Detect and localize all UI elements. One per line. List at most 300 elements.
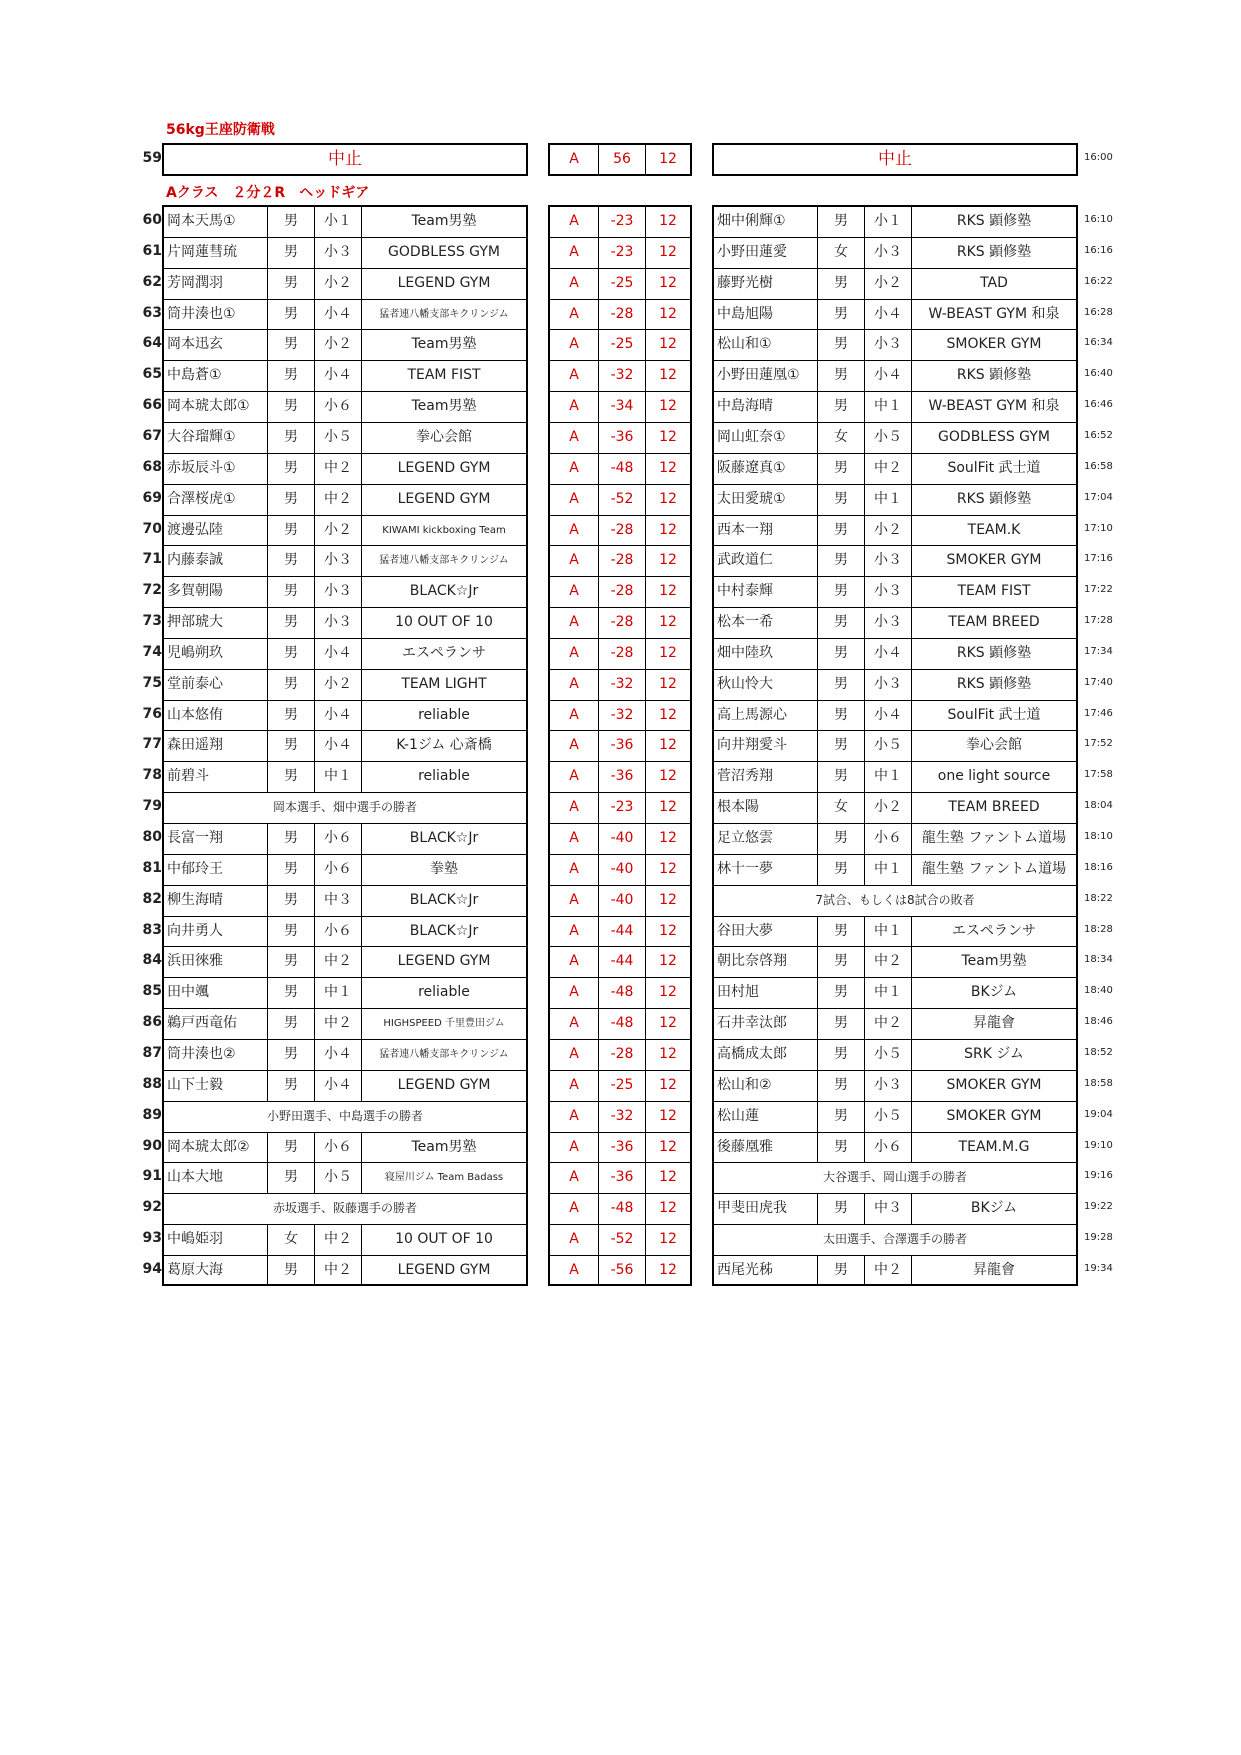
bout-number: 81: [142, 859, 162, 876]
fighter-sex: 男: [267, 1256, 314, 1286]
bout-time: 18:58: [1084, 1077, 1113, 1089]
bout-number: 92: [142, 1199, 162, 1216]
table-row: [164, 576, 526, 607]
table-row: [550, 669, 690, 700]
fighter-gym: Team男塾: [361, 207, 526, 238]
table-row: [164, 515, 526, 546]
bout-weight: -23: [598, 238, 645, 268]
fighter-name: 中島海晴: [717, 398, 773, 415]
table-row: [714, 1008, 1076, 1039]
fighter-grade: 中２: [314, 454, 361, 484]
fighter-grade: 小６: [314, 392, 361, 422]
table-row: [714, 453, 1076, 484]
fighter-name: 岡本天馬①: [167, 213, 236, 229]
fighter-grade: 小５: [314, 423, 361, 453]
fighter-gym: 猛者連八幡支部キクリンジム: [361, 1040, 526, 1070]
table-row: [550, 761, 690, 792]
bout-class: A: [569, 583, 579, 600]
table-row: [714, 329, 1076, 360]
bout-time: 17:10: [1084, 522, 1113, 534]
table-row: [714, 792, 1076, 823]
fighter-gym: 昇龍會: [911, 1009, 1076, 1039]
fighter-grade: 小２: [314, 670, 361, 700]
left-fighter-table: [162, 205, 528, 1286]
bout-number: 78: [142, 767, 162, 784]
bout-class: A: [569, 799, 579, 816]
fighter-grade: 小３: [864, 670, 911, 700]
fighter-name: 葛原大海: [167, 1261, 223, 1278]
bout-age: 12: [645, 886, 690, 916]
table-row: [714, 977, 1076, 1008]
bout-age: 12: [645, 485, 690, 515]
fighter-grade: 中２: [314, 1256, 361, 1286]
bout-time: 17:16: [1084, 553, 1113, 565]
bout-age: 12: [645, 947, 690, 977]
winner-note: 7試合、もしくは8試合の敗者: [815, 892, 975, 907]
fighter-gym: GODBLESS GYM: [911, 423, 1076, 453]
fighter-gym: 10 OUT OF 10: [361, 1225, 526, 1255]
bout-weight: -28: [598, 300, 645, 330]
bout-class: A: [569, 1231, 579, 1248]
bout-time: 19:16: [1084, 1170, 1113, 1182]
fighter-gym: SMOKER GYM: [911, 1071, 1076, 1101]
fighter-sex: 男: [267, 978, 314, 1008]
fighter-sex: 男: [817, 361, 864, 391]
fighter-gym: GODBLESS GYM: [361, 238, 526, 268]
table-row: [164, 453, 526, 484]
fighter-grade: 小３: [864, 1071, 911, 1101]
fighter-sex: 男: [267, 1133, 314, 1163]
title-bout-class: A: [569, 151, 579, 167]
bout-age: 12: [645, 238, 690, 268]
bout-number: 85: [142, 983, 162, 1000]
table-row: [714, 638, 1076, 669]
fighter-gym: Team男塾: [361, 392, 526, 422]
fighter-gym: W-BEAST GYM 和泉: [911, 392, 1076, 422]
bout-time: 19:34: [1084, 1262, 1113, 1274]
fighter-grade: 中２: [314, 1009, 361, 1039]
fighter-grade: 小３: [864, 330, 911, 360]
fighter-gym: reliable: [361, 701, 526, 731]
bout-age: 12: [645, 454, 690, 484]
bout-weight: -48: [598, 1194, 645, 1224]
fighter-name: 向井翔愛斗: [717, 737, 787, 754]
bout-time: 16:46: [1084, 399, 1113, 411]
fighter-grade: 小１: [314, 207, 361, 238]
fighter-grade: 中２: [864, 1256, 911, 1286]
fighter-name: 田中颯: [167, 984, 209, 1001]
fighter-gym: TEAM FIST: [361, 361, 526, 391]
bout-class: A: [569, 860, 579, 877]
title-bout-time: 16:00: [1084, 152, 1113, 163]
fighter-sex: 男: [817, 516, 864, 546]
bout-age: 12: [645, 608, 690, 638]
fighter-gym: TEAM LIGHT: [361, 670, 526, 700]
title-bout-weight: 56: [598, 145, 645, 174]
table-row: [714, 576, 1076, 607]
fighter-name: 朝比奈啓翔: [717, 953, 787, 970]
fighter-sex: 男: [817, 1040, 864, 1070]
fighter-gym: エスペランサ: [361, 639, 526, 669]
fighter-gym: エスペランサ: [911, 917, 1076, 947]
table-row: [550, 885, 690, 916]
fighter-grade: 中１: [864, 485, 911, 515]
fighter-grade: 小２: [314, 330, 361, 360]
fighter-sex: 男: [267, 1071, 314, 1101]
fighter-grade: 中３: [864, 1194, 911, 1224]
bout-time: 17:28: [1084, 615, 1113, 627]
bout-time: 18:52: [1084, 1046, 1113, 1058]
fighter-name: 堂前泰心: [167, 675, 223, 692]
table-row: [714, 391, 1076, 422]
fighter-gym: Team男塾: [911, 947, 1076, 977]
bout-class: A: [569, 768, 579, 785]
fighter-name: 合澤桜虎①: [167, 490, 236, 507]
bout-weight: -25: [598, 1071, 645, 1101]
bout-number: 89: [142, 1106, 162, 1123]
fighter-name: 中嶋姫羽: [167, 1231, 223, 1248]
fighter-name: 浜田徠雅: [167, 953, 223, 970]
bout-class: A: [569, 305, 579, 322]
fighter-grade: 小２: [314, 516, 361, 546]
bout-age: 12: [645, 300, 690, 330]
fighter-sex: 男: [267, 639, 314, 669]
fighter-sex: 女: [817, 423, 864, 453]
table-row: [550, 1101, 690, 1132]
bout-number: 66: [142, 397, 162, 414]
winner-note: 太田選手、合澤選手の勝者: [822, 1232, 967, 1247]
bout-age: 12: [645, 423, 690, 453]
fighter-name: 山下士毅: [167, 1076, 223, 1093]
bout-weight: -56: [598, 1256, 645, 1286]
fighter-grade: 小３: [314, 238, 361, 268]
bout-weight: -52: [598, 485, 645, 515]
bout-time: 19:22: [1084, 1201, 1113, 1213]
fighter-gym: 寝屋川ジム Team Badass: [361, 1163, 526, 1193]
fighter-grade: 中２: [314, 485, 361, 515]
bout-time: 18:22: [1084, 892, 1113, 904]
fighter-gym: 猛者連八幡支部キクリンジム: [361, 300, 526, 330]
fighter-name: 林十一夢: [717, 860, 773, 877]
fighter-name: 松山和②: [717, 1076, 772, 1093]
table-row: [164, 1101, 526, 1132]
fighter-grade: 小４: [314, 1040, 361, 1070]
fighter-gym: TEAM.M.G: [911, 1133, 1076, 1163]
fighter-name: 小野田蓮凰①: [717, 367, 800, 384]
fighter-gym: BKジム: [911, 1194, 1076, 1224]
bout-age: 12: [645, 701, 690, 731]
fighter-gym: 猛者連八幡支部キクリンジム: [361, 546, 526, 576]
bout-class: A: [569, 398, 579, 415]
fighter-sex: 男: [267, 608, 314, 638]
table-row: [550, 730, 690, 761]
bout-weight: -32: [598, 701, 645, 731]
title-bout-right-box: [712, 143, 1078, 176]
fighter-gym: LEGEND GYM: [361, 1071, 526, 1101]
bout-time: 18:40: [1084, 985, 1113, 997]
fighter-name: 森田遥翔: [167, 737, 223, 754]
fighter-sex: 男: [817, 731, 864, 761]
fighter-grade: 中２: [864, 947, 911, 977]
fighter-gym: W-BEAST GYM 和泉: [911, 300, 1076, 330]
table-row: [550, 1008, 690, 1039]
table-row: [550, 1255, 690, 1286]
fighter-sex: 男: [267, 762, 314, 792]
fighter-gym: HIGHSPEED 千里豊田ジム: [361, 1009, 526, 1039]
bout-weight: -28: [598, 608, 645, 638]
fighter-gym: TEAM FIST: [911, 577, 1076, 607]
bout-weight: -48: [598, 1009, 645, 1039]
table-row: [714, 268, 1076, 299]
table-row: [164, 792, 526, 823]
fighter-gym: SMOKER GYM: [911, 1102, 1076, 1132]
fighter-name: 前碧斗: [167, 768, 209, 785]
fighter-gym: RKS 顕修塾: [911, 361, 1076, 391]
bout-age: 12: [645, 855, 690, 885]
fighter-name: 石井幸汰郎: [717, 1015, 787, 1032]
winner-note: 小野田選手、中島選手の勝者: [266, 1108, 423, 1123]
bout-class: A: [569, 1107, 579, 1124]
fighter-sex: 男: [817, 1194, 864, 1224]
fighter-name: 内藤泰誠: [167, 552, 223, 569]
fighter-sex: 男: [267, 855, 314, 885]
bout-weight: -36: [598, 731, 645, 761]
table-row: [164, 700, 526, 731]
bout-time: 17:46: [1084, 707, 1113, 719]
bout-time: 17:34: [1084, 645, 1113, 657]
fighter-name: 小野田蓮愛: [717, 243, 787, 260]
table-row: [164, 1162, 526, 1193]
fighter-grade: 中３: [314, 886, 361, 916]
bout-weight: -40: [598, 855, 645, 885]
bout-time: 18:28: [1084, 923, 1113, 935]
table-row: [550, 299, 690, 330]
table-row: [550, 1039, 690, 1070]
fighter-grade: 小５: [864, 1040, 911, 1070]
table-row: [164, 977, 526, 1008]
table-row: [714, 916, 1076, 947]
table-row: [714, 237, 1076, 268]
table-row: [550, 1224, 690, 1255]
fighter-grade: 小５: [864, 731, 911, 761]
fighter-name: 中郁玲王: [167, 860, 223, 877]
bout-time: 16:34: [1084, 337, 1113, 349]
fighter-sex: 男: [267, 392, 314, 422]
fighter-gym: TEAM BREED: [911, 793, 1076, 823]
table-row: [164, 638, 526, 669]
fighter-name: 太田愛琥①: [717, 490, 786, 507]
table-row: [550, 360, 690, 391]
table-row: [164, 1224, 526, 1255]
bout-class: A: [569, 830, 579, 846]
fighter-sex: 男: [267, 947, 314, 977]
fighter-grade: 小４: [314, 731, 361, 761]
fighter-gym: 拳心会館: [361, 423, 526, 453]
bout-number: 68: [142, 458, 162, 475]
bout-weight: -32: [598, 670, 645, 700]
bout-time: 16:28: [1084, 306, 1113, 318]
fighter-sex: 男: [267, 423, 314, 453]
bout-class: A: [569, 243, 579, 260]
fighter-grade: 中１: [864, 917, 911, 947]
bout-number: 65: [142, 366, 162, 383]
table-row: [164, 1255, 526, 1286]
table-row: [714, 730, 1076, 761]
bout-class: A: [569, 1045, 579, 1062]
fighter-grade: 小３: [314, 546, 361, 576]
table-row: [550, 1132, 690, 1163]
bout-number: 94: [142, 1260, 162, 1277]
fighter-name: 押部琥大: [167, 614, 223, 631]
fighter-gym: 龍生塾 ファントム道場: [911, 824, 1076, 854]
fighter-sex: 男: [267, 577, 314, 607]
fighter-name: 松山和①: [717, 336, 772, 353]
bout-class: A: [569, 706, 579, 723]
bout-age: 12: [645, 361, 690, 391]
bout-class: A: [569, 552, 579, 569]
fighter-sex: 男: [817, 1133, 864, 1163]
bout-class: A: [569, 336, 579, 353]
bout-time: 17:40: [1084, 676, 1113, 688]
fighter-gym: BLACK☆Jr: [361, 917, 526, 947]
table-row: [164, 607, 526, 638]
fighter-name: 武政道仁: [717, 552, 773, 569]
bout-time: 16:40: [1084, 368, 1113, 380]
fighter-name: 谷田大夢: [717, 922, 773, 939]
fighter-gym: SoulFit 武士道: [911, 701, 1076, 731]
fighter-grade: 小４: [864, 300, 911, 330]
fighter-sex: 男: [817, 1102, 864, 1132]
bout-number: 61: [142, 242, 162, 259]
table-row: [164, 545, 526, 576]
fighter-sex: 男: [817, 855, 864, 885]
bout-time: 17:58: [1084, 769, 1113, 781]
fighter-sex: 男: [817, 1071, 864, 1101]
bout-weight: -40: [598, 886, 645, 916]
fighter-grade: 小５: [314, 1163, 361, 1193]
table-row: [714, 1039, 1076, 1070]
fighter-name: 畑中俐輝①: [717, 213, 786, 229]
fighter-name: 秋山怜大: [717, 675, 773, 692]
table-row: [550, 977, 690, 1008]
fighter-name: 柳生海晴: [167, 891, 223, 908]
bout-weight: -44: [598, 947, 645, 977]
fighter-sex: 男: [817, 330, 864, 360]
bout-age: 12: [645, 207, 690, 238]
bout-age: 12: [645, 670, 690, 700]
fighter-name: 渡邊弘陸: [167, 521, 223, 538]
bout-weight: -28: [598, 577, 645, 607]
table-row: [714, 207, 1076, 238]
fighter-sex: 男: [267, 701, 314, 731]
fighter-gym: RKS 顕修塾: [911, 670, 1076, 700]
fighter-grade: 小５: [864, 1102, 911, 1132]
table-row: [550, 237, 690, 268]
bout-weight: -36: [598, 1133, 645, 1163]
table-row: [164, 854, 526, 885]
table-row: [714, 1193, 1076, 1224]
bout-time: 17:04: [1084, 491, 1113, 503]
table-row: [714, 1132, 1076, 1163]
bout-age: 12: [645, 639, 690, 669]
bout-class: A: [569, 922, 579, 939]
fighter-name: 長富一翔: [167, 830, 223, 846]
bout-time: 16:22: [1084, 275, 1113, 287]
fighter-grade: 小４: [864, 701, 911, 731]
bout-number: 64: [142, 335, 162, 352]
table-row: [164, 484, 526, 515]
fighter-name: 松山蓮: [717, 1107, 759, 1124]
bout-number: 77: [142, 736, 162, 753]
fighter-gym: reliable: [361, 978, 526, 1008]
fighter-grade: 小４: [314, 1071, 361, 1101]
bout-weight: -28: [598, 1040, 645, 1070]
table-row: [164, 1039, 526, 1070]
bout-time: 16:58: [1084, 460, 1113, 472]
bout-number: 62: [142, 273, 162, 290]
bout-class: A: [569, 1200, 579, 1217]
fighter-gym: SRK ジム: [911, 1040, 1076, 1070]
bout-weight: -40: [598, 824, 645, 854]
fighter-grade: 小４: [864, 639, 911, 669]
title-bout-number: 59: [142, 150, 162, 166]
bout-number: 79: [142, 798, 162, 815]
fighter-gym: LEGEND GYM: [361, 485, 526, 515]
fighter-grade: 小２: [864, 793, 911, 823]
fighter-name: 山本悠侑: [167, 706, 223, 723]
bout-number: 75: [142, 674, 162, 691]
fighter-gym: SMOKER GYM: [911, 330, 1076, 360]
table-row: [550, 854, 690, 885]
title-bout-left-box: [162, 143, 528, 176]
bout-weight: -48: [598, 978, 645, 1008]
fighter-name: 中村泰輝: [717, 583, 773, 600]
fighter-sex: 男: [817, 947, 864, 977]
fighter-sex: 男: [267, 300, 314, 330]
bout-number: 69: [142, 489, 162, 506]
winner-note: 赤坂選手、阪藤選手の勝者: [272, 1201, 417, 1216]
table-row: [714, 1224, 1076, 1255]
bout-number: 87: [142, 1044, 162, 1061]
bout-age: 12: [645, 762, 690, 792]
fighter-gym: TAD: [911, 269, 1076, 299]
table-row: [164, 268, 526, 299]
fighter-grade: 小２: [864, 516, 911, 546]
fighter-sex: 男: [817, 392, 864, 422]
fighter-name: 畑中陸玖: [717, 644, 773, 661]
bout-class: A: [569, 1076, 579, 1093]
table-row: [164, 916, 526, 947]
fighter-grade: 中１: [314, 762, 361, 792]
table-row: [550, 792, 690, 823]
table-row: [164, 730, 526, 761]
table-row: [550, 1193, 690, 1224]
bout-class: A: [569, 675, 579, 692]
bout-time: 18:16: [1084, 861, 1113, 873]
fighter-grade: 中１: [864, 762, 911, 792]
table-row: [714, 1162, 1076, 1193]
fighter-sex: 男: [817, 577, 864, 607]
fighter-sex: 男: [267, 269, 314, 299]
table-row: [714, 946, 1076, 977]
bout-age: 12: [645, 1102, 690, 1132]
title-bout-right-status: 中止: [878, 149, 912, 169]
fighter-gym: Team男塾: [361, 1133, 526, 1163]
title-bout-middle-box: [548, 143, 692, 176]
fighter-sex: 女: [817, 238, 864, 268]
fighter-sex: 男: [817, 1009, 864, 1039]
table-row: [164, 761, 526, 792]
